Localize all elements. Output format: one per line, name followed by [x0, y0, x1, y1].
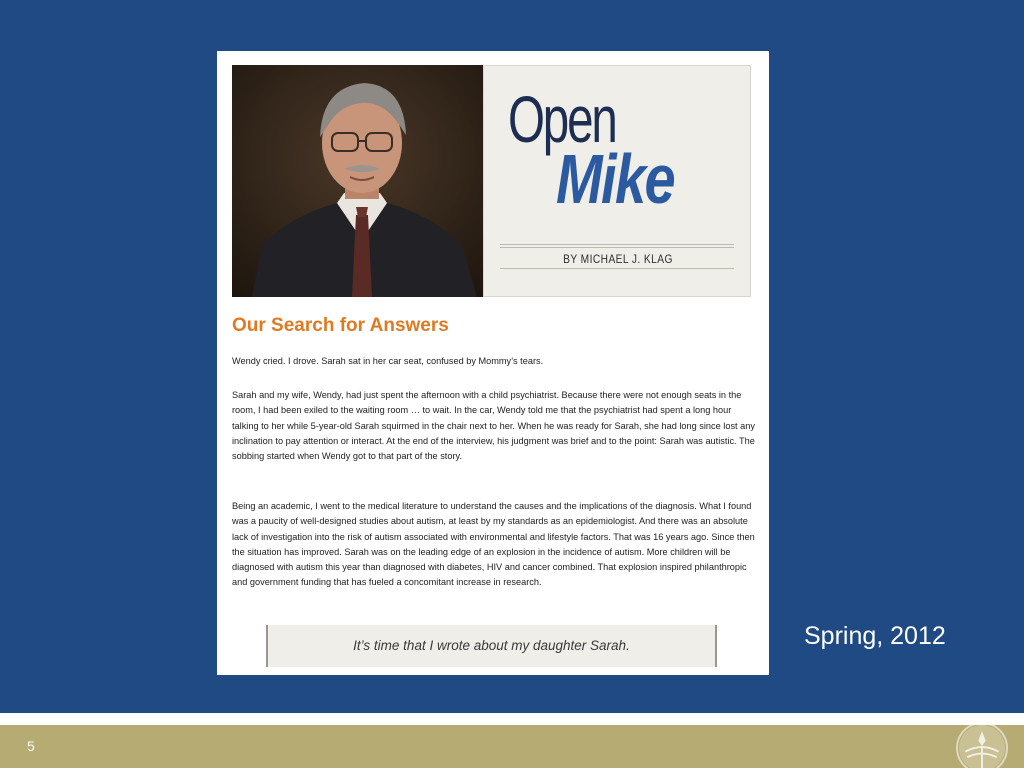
author-photo	[232, 65, 483, 297]
masthead-rule	[500, 244, 734, 245]
pull-quote-text: It’s time that I wrote about my daughter Sarah.	[353, 638, 630, 653]
column-masthead	[483, 65, 751, 297]
footer-divider	[0, 713, 1024, 725]
article-headline: Our Search for Answers	[232, 315, 449, 336]
article-paragraph: Wendy cried. I drove. Sarah sat in her car seat, confused by Mommy’s tears.	[232, 356, 544, 366]
masthead-mike: Mike	[556, 140, 675, 218]
slide-number: 5	[27, 738, 35, 754]
masthead-open: Open	[508, 82, 616, 156]
article-image	[217, 51, 769, 675]
article-paragraph: Being an academic, I went to the medical literature to understand the causes and the implications of the diagnosis. What I found was a paucity of well-designed studies about autism, at least by my standards as an epidemiologist. And there was an absolute lack of investigation into the risk of autism associated with environmental and lifestyle factors. That was 16 years ago. Since then the situation has improved. Sarah was on the leading edge of an explosion in the incidence of autism. More children will be diagnosed with autism this year than diagnosed with diabetes, HIV and cancer combined. That explosion inspired philanthropic and government funding that has fueled a concomitant increase in research.	[232, 501, 755, 588]
pull-quote	[266, 625, 717, 667]
university-seal-icon	[956, 722, 1008, 768]
masthead-byline: BY MICHAEL J. KLAG	[563, 252, 673, 266]
masthead-rule	[500, 247, 734, 248]
date-caption: Spring, 2012	[804, 622, 946, 650]
article-paragraph: Sarah and my wife, Wendy, had just spent the afternoon with a child psychiatrist. Because there were not enough seats in the room, I had been exiled to the waiting room … to wait. In the car, Wendy told me that the psychiatrist had spent a long hour talking to her while 5-year-old Sarah squirmed in the chair next to her. When he was ready for Sarah, she had long since lost any inclination to pay attention or interact. At the end of the interview, his judgment was brief and to the point: Sarah was autistic. The sobbing started when Wendy got to that part of the story.	[232, 390, 755, 462]
footer-band	[0, 725, 1024, 768]
masthead-rule	[500, 268, 734, 269]
portrait-illustration	[232, 65, 483, 297]
